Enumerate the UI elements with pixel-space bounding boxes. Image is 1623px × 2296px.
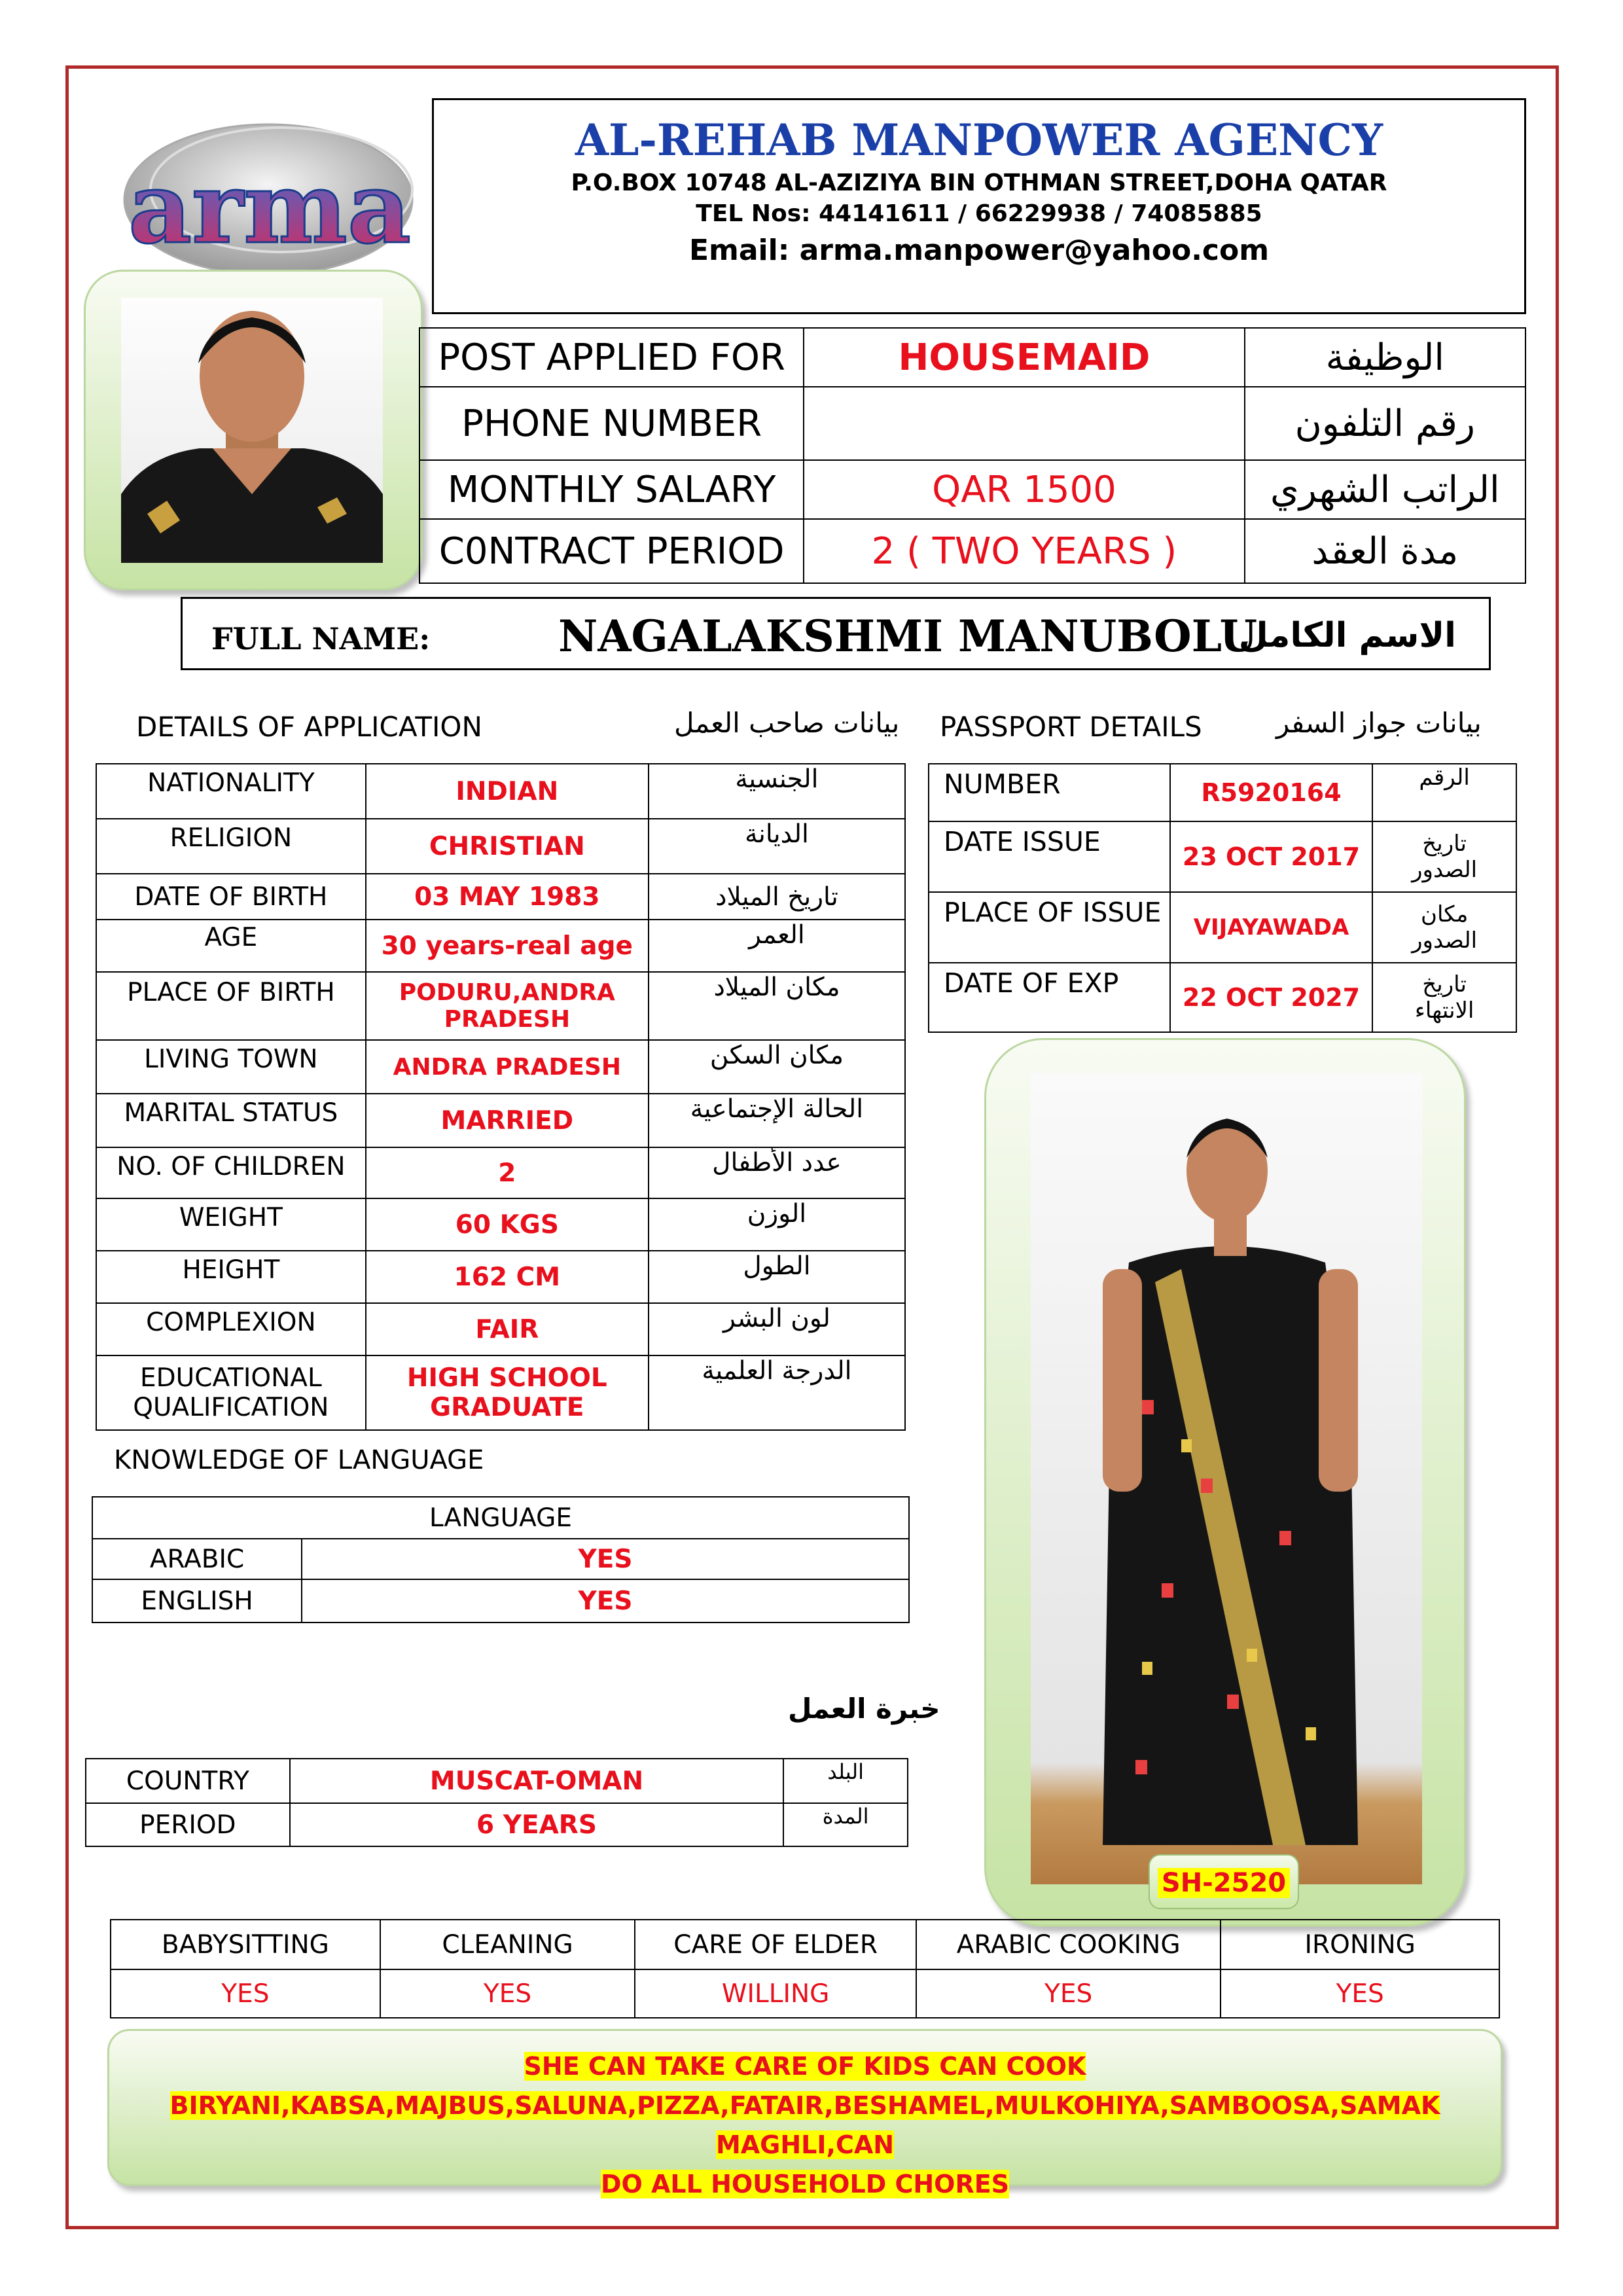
dob-label: DATE OF BIRTH: [96, 874, 366, 920]
complexion-label-ar: لون البشر: [649, 1303, 905, 1355]
skill-arabic-cooking-value: YES: [916, 1969, 1221, 2018]
details-table: [96, 763, 906, 1431]
place-of-birth-label-ar: مكان الميلاد: [649, 972, 905, 1040]
position-label-ar: الوظيفة: [1245, 328, 1525, 387]
phone-label: PHONE NUMBER: [419, 387, 804, 460]
full-body-photo-frame: [984, 1038, 1466, 1927]
education-label-ar: الدرجة العلمية: [649, 1355, 905, 1430]
children-label: NO. OF CHILDREN: [96, 1147, 366, 1198]
passport-number-label-ar: الرقم: [1372, 764, 1516, 821]
experience-country-label-ar: البلد: [783, 1759, 908, 1803]
passport-issue-value: 23 OCT 2017: [1170, 821, 1372, 892]
remarks-line-2: BIRYANI,KABSA,MAJBUS,SALUNA,PIZZA,FATAIR,BESHAMEL,MULKOHIYA,SAMBOOSA,SAMAK MAGHLI,CAN: [169, 2091, 1440, 2159]
experience-table: [85, 1758, 908, 1847]
living-town-label: LIVING TOWN: [96, 1040, 366, 1094]
experience-period-value: 6 YEARS: [290, 1803, 784, 1846]
skill-ironing-value: YES: [1221, 1969, 1499, 2018]
passport-issue-label-ar: تاريخ الصدور: [1372, 821, 1516, 892]
arabic-value: YES: [302, 1539, 909, 1579]
age-value: 30 years-real age: [366, 920, 649, 972]
portrait-photo-frame: [84, 270, 423, 590]
salary-value: QAR 1500: [804, 460, 1244, 519]
marital-status-label: MARITAL STATUS: [96, 1094, 366, 1147]
children-label-ar: عدد الأطفال: [649, 1147, 905, 1198]
position-table: [419, 327, 1526, 584]
language-title: KNOWLEDGE OF LANGUAGE: [114, 1445, 484, 1475]
children-value: 2: [366, 1147, 649, 1198]
passport-number-value: R5920164: [1170, 764, 1372, 821]
weight-label-ar: الوزن: [649, 1198, 905, 1251]
salary-label-ar: الراتب الشهري: [1245, 460, 1525, 519]
full-name-label: FULL NAME:: [211, 621, 431, 656]
religion-label: RELIGION: [96, 819, 366, 874]
education-label: EDUCATIONAL QUALIFICATION: [96, 1355, 366, 1430]
experience-period-label: PERIOD: [86, 1803, 290, 1846]
dob-value: 03 MAY 1983: [366, 874, 649, 920]
agency-email: Email: arma.manpower@yahoo.com: [688, 234, 1270, 267]
age-label: AGE: [96, 920, 366, 972]
dob-label-ar: تاريخ الميلاد: [649, 874, 905, 920]
full-name-box: [181, 597, 1491, 670]
experience-country-label: COUNTRY: [86, 1759, 290, 1803]
phone-value: [804, 387, 1244, 460]
passport-expiry-value: 22 OCT 2027: [1170, 963, 1372, 1032]
agency-address: P.O.BOX 10748 AL-AZIZIYA BIN OTHMAN STREET,DOHA QATAR: [571, 170, 1387, 196]
passport-place-value: VIJAYAWADA: [1170, 892, 1372, 963]
height-label-ar: الطول: [649, 1251, 905, 1303]
skill-elder-care-value: WILLING: [635, 1969, 916, 2018]
details-header-ar: بيانات صاحب العمل: [674, 707, 900, 739]
reference-code: SH-2520: [1158, 1868, 1290, 1898]
passport-header-ar: بيانات جواز السفر: [1276, 707, 1482, 739]
remarks-box: [107, 2029, 1503, 2198]
position-value: HOUSEMAID: [804, 328, 1244, 387]
complexion-value: FAIR: [366, 1303, 649, 1355]
living-town-value: ANDRA PRADESH: [366, 1040, 649, 1094]
phone-label-ar: رقم التلفون: [1245, 387, 1525, 460]
passport-place-label: PLACE OF ISSUE: [929, 892, 1170, 963]
experience-country-value: MUSCAT-OMAN: [290, 1759, 784, 1803]
skill-cleaning-header: CLEANING: [380, 1920, 635, 1969]
experience-title-ar: خبرة العمل: [788, 1693, 940, 1725]
skills-table: [110, 1919, 1500, 2018]
skill-babysitting-header: BABYSITTING: [111, 1920, 380, 1969]
education-value: HIGH SCHOOL GRADUATE: [366, 1355, 649, 1430]
height-value: 162 CM: [366, 1251, 649, 1303]
skill-arabic-cooking-header: ARABIC COOKING: [916, 1920, 1221, 1969]
agency-name: AL-REHAB MANPOWER AGENCY: [575, 115, 1383, 166]
salary-label: MONTHLY SALARY: [419, 460, 804, 519]
passport-issue-label: DATE ISSUE: [929, 821, 1170, 892]
portrait-photo: [121, 298, 383, 563]
religion-value: CHRISTIAN: [366, 819, 649, 874]
place-of-birth-label: PLACE OF BIRTH: [96, 972, 366, 1040]
nationality-label-ar: الجنسية: [649, 764, 905, 819]
remarks-line-1: SHE CAN TAKE CARE OF KIDS CAN COOK: [524, 2052, 1086, 2081]
english-value: YES: [302, 1579, 909, 1623]
religion-label-ar: الديانة: [649, 819, 905, 874]
details-header: DETAILS OF APPLICATION: [136, 711, 482, 743]
height-label: HEIGHT: [96, 1251, 366, 1303]
agency-tel: TEL Nos: 44141611 / 66229938 / 74085885: [696, 200, 1262, 227]
nationality-label: NATIONALITY: [96, 764, 366, 819]
age-label-ar: العمر: [649, 920, 905, 972]
nationality-value: INDIAN: [366, 764, 649, 819]
contract-label-ar: مدة العقد: [1245, 519, 1525, 583]
agency-header: [432, 98, 1526, 314]
passport-header: PASSPORT DETAILS: [940, 711, 1202, 743]
complexion-label: COMPLEXION: [96, 1303, 366, 1355]
marital-status-label-ar: الحالة الإجتماعية: [649, 1094, 905, 1147]
weight-label: WEIGHT: [96, 1198, 366, 1251]
language-header: LANGUAGE: [92, 1497, 909, 1539]
full-body-photo: [1031, 1073, 1422, 1884]
skill-cleaning-value: YES: [380, 1969, 635, 2018]
full-name-label-ar: الاسم الكامل: [1238, 616, 1456, 655]
contract-label: C0NTRACT PERIOD: [419, 519, 804, 583]
contract-value: 2 ( TWO YEARS ): [804, 519, 1244, 583]
passport-number-label: NUMBER: [929, 764, 1170, 821]
passport-expiry-label-ar: تاريخ الانتهاء: [1372, 963, 1516, 1032]
passport-expiry-label: DATE OF EXP: [929, 963, 1170, 1032]
agency-logo: [118, 118, 432, 281]
english-label: ENGLISH: [92, 1579, 302, 1623]
logo-text: arma: [128, 151, 412, 266]
passport-table: [928, 763, 1517, 1033]
living-town-label-ar: مكان السكن: [649, 1040, 905, 1094]
place-of-birth-value: PODURU,ANDRA PRADESH: [366, 972, 649, 1040]
arabic-label: ARABIC: [92, 1539, 302, 1579]
language-table: [92, 1496, 910, 1623]
experience-period-label-ar: المدة: [783, 1803, 908, 1846]
marital-status-value: MARRIED: [366, 1094, 649, 1147]
position-label: POST APPLIED FOR: [419, 328, 804, 387]
passport-place-label-ar: مكان الصدور: [1372, 892, 1516, 963]
skill-babysitting-value: YES: [111, 1969, 380, 2018]
weight-value: 60 KGS: [366, 1198, 649, 1251]
remarks-line-3: DO ALL HOUSEHOLD CHORES: [600, 2170, 1010, 2198]
skill-ironing-header: IRONING: [1221, 1920, 1499, 1969]
skill-elder-care-header: CARE OF ELDER: [635, 1920, 916, 1969]
full-name-value: NAGALAKSHMI MANUBOLU: [558, 611, 1258, 662]
reference-code-badge: [1149, 1854, 1299, 1909]
